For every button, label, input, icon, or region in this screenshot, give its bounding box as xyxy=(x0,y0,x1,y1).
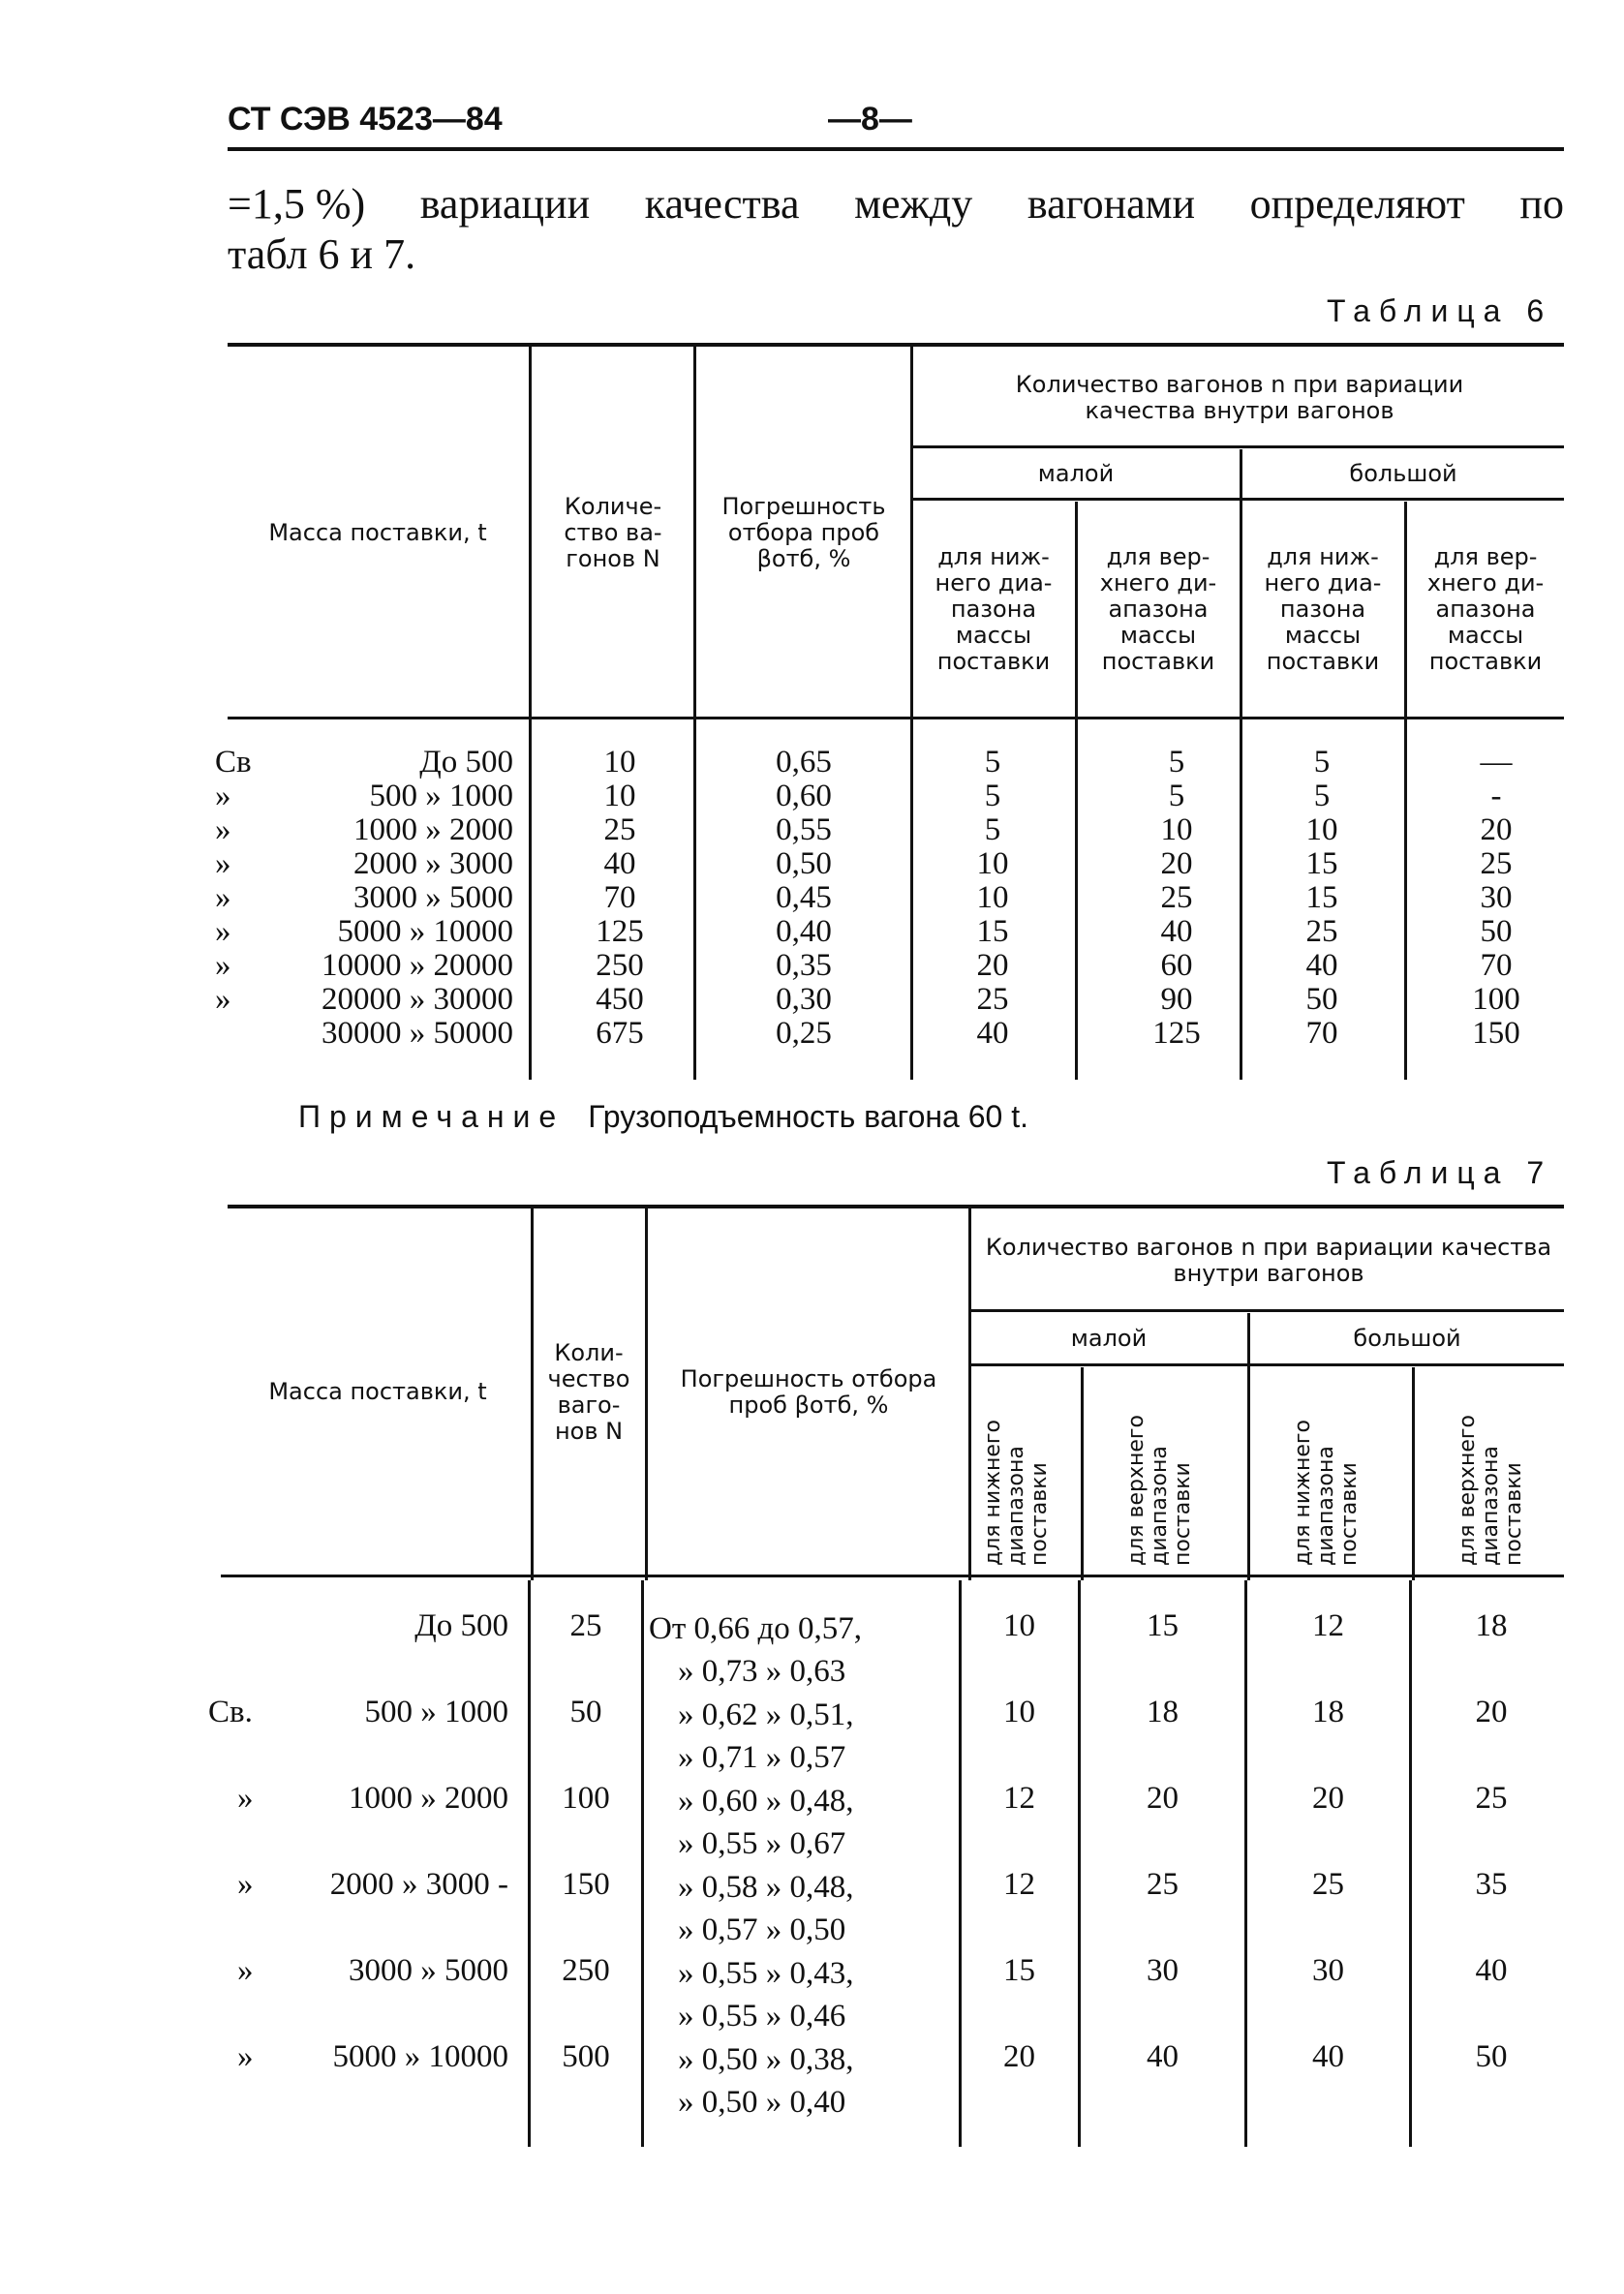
error-line: » 0,71 » 0,57 xyxy=(678,1740,846,1775)
mass-range: 500 » 1000 xyxy=(369,779,513,813)
mass-range: 1000 » 2000 xyxy=(349,1781,508,1816)
table6-subgroup-rule xyxy=(910,498,1564,501)
error-line: » 0,62 » 0,51, xyxy=(678,1698,854,1732)
mass-range: 3000 » 5000 xyxy=(349,1953,508,1988)
table-cell: 40 xyxy=(1160,914,1193,949)
table-cell: 125 xyxy=(596,914,644,949)
table6 xyxy=(0,0,1624,1114)
table6-mass-range-column xyxy=(261,746,513,1051)
table-cell: 0,40 xyxy=(776,914,832,949)
table-cell: 20 xyxy=(1003,2039,1035,2074)
error-line: » 0,73 » 0,63 xyxy=(678,1654,846,1689)
mass-prefix: Св. xyxy=(208,1695,253,1729)
table7-col-rule xyxy=(641,1580,644,2147)
table7-subgroup-rule xyxy=(968,1363,1564,1366)
table-cell: 18 xyxy=(1312,1695,1344,1729)
mass-prefix: » xyxy=(215,812,231,847)
mass-range: 20000 » 30000 xyxy=(322,982,513,1017)
mass-range: До 500 xyxy=(414,1608,508,1643)
table-cell: 10 xyxy=(976,846,1009,881)
table-cell: 10 xyxy=(1305,812,1338,847)
table-cell: 20 xyxy=(1480,812,1513,847)
table-cell: 125 xyxy=(1152,1016,1201,1051)
table-cell: 90 xyxy=(1160,982,1193,1017)
table-cell: 40 xyxy=(976,1016,1009,1051)
table7-header-high-lower: для нижнего диапазона поставки xyxy=(1291,1420,1362,1566)
table7-header-high: большой xyxy=(1353,1324,1461,1352)
table-cell: 40 xyxy=(1305,948,1338,983)
intro-word: =1,5 %) xyxy=(228,180,366,228)
mass-prefix: » xyxy=(215,846,231,881)
table6-group-rule xyxy=(910,445,1564,448)
table-cell: 0,25 xyxy=(776,1016,832,1051)
table-cell: 5 xyxy=(984,812,1001,847)
note-text: Грузоподъемность вагона 60 t. xyxy=(588,1099,1028,1134)
table6-header-high-upper: для вер- хнего ди- апазона массы поставки xyxy=(1426,542,1545,675)
table-cell: 30 xyxy=(1312,1953,1344,1988)
table7-error-cell xyxy=(649,2038,959,2125)
mass-prefix: » xyxy=(237,1781,254,1816)
table7-error-cell xyxy=(649,1952,959,2038)
table-cell: 30 xyxy=(1480,880,1513,915)
table6-col-rule xyxy=(910,721,913,1080)
table-cell: 0,55 xyxy=(776,812,832,847)
table6-header-high-lower: для ниж- него диа- пазона массы поставки xyxy=(1264,542,1382,675)
table-cell: 10 xyxy=(976,880,1009,915)
mass-range: 500 » 1000 xyxy=(364,1695,508,1729)
table-cell: 20 xyxy=(1147,1781,1179,1816)
mass-prefix: » xyxy=(237,2039,254,2074)
table-cell: 25 xyxy=(1147,1867,1179,1902)
table7-caption: Таблица 7 xyxy=(1327,1155,1553,1190)
table7-group-rule xyxy=(968,1309,1564,1312)
table-cell: 12 xyxy=(1003,1781,1035,1816)
table6-header-count: Количе- ство ва- гонов N xyxy=(564,492,662,572)
table6-caption: Таблица 6 xyxy=(1327,293,1553,328)
table6-col-rule xyxy=(1404,502,1407,721)
page-number: —8— xyxy=(828,101,912,138)
mass-range: 1000 » 2000 xyxy=(353,812,513,847)
table-cell: 40 xyxy=(1312,2039,1344,2074)
table-cell: 70 xyxy=(603,880,636,915)
table7-error-cell xyxy=(649,1694,959,1780)
table-cell: 10 xyxy=(1003,1608,1035,1643)
table6-header-rule xyxy=(228,717,1564,719)
table-cell: 25 xyxy=(1480,846,1513,881)
table-cell: 0,35 xyxy=(776,948,832,983)
table-cell: - xyxy=(1490,779,1502,813)
table6-col-rule xyxy=(529,347,532,721)
table6-error-column xyxy=(717,746,891,1051)
table-cell: 250 xyxy=(596,948,644,983)
table7-col-rule xyxy=(1247,1313,1250,1580)
table7-header-low-lower: для нижнего диапазона поставки xyxy=(981,1420,1052,1566)
table-cell: 0,65 xyxy=(776,745,832,780)
table6-col-rule xyxy=(693,347,696,721)
mass-range: 3000 » 5000 xyxy=(353,880,513,915)
table6-header-low-lower: для ниж- него диа- пазона массы поставки xyxy=(935,542,1053,675)
mass-prefix: Св xyxy=(215,745,252,780)
table-cell: 0,30 xyxy=(776,982,832,1017)
table-cell: 25 xyxy=(1160,880,1193,915)
intro-word: вариации xyxy=(419,180,591,228)
table6-col-rule xyxy=(1240,449,1242,721)
table-cell: 50 xyxy=(569,1695,602,1729)
intro-word: по xyxy=(1519,180,1564,228)
table7-high-lower-column xyxy=(1249,1607,1407,2125)
table6-header-high: большой xyxy=(1349,459,1457,487)
table7-header-group: Количество вагонов n при вариации качества внутри вагонов xyxy=(985,1234,1552,1287)
table7-header-count: Коли- чество ваго- нов N xyxy=(547,1338,630,1445)
table7-error-cell xyxy=(649,1780,959,1866)
table7-error-cell xyxy=(649,1607,959,1694)
table-cell: 10 xyxy=(603,779,636,813)
table-cell: 5 xyxy=(984,745,1001,780)
table-cell: 15 xyxy=(1003,1953,1035,1988)
table6-header-low: малой xyxy=(1037,459,1115,487)
table-cell: 12 xyxy=(1312,1608,1344,1643)
table7-header-rule xyxy=(221,1575,1564,1577)
mass-prefix: » xyxy=(215,982,231,1017)
table-cell: 5 xyxy=(1168,779,1185,813)
table-cell: 5 xyxy=(1313,779,1331,813)
mass-prefix: » xyxy=(215,779,231,813)
intro-word: качества xyxy=(644,180,800,228)
table-cell: 10 xyxy=(603,745,636,780)
table-cell: 25 xyxy=(976,982,1009,1017)
table7-header-low-upper: для верхнего диапазона поставки xyxy=(1124,1415,1195,1566)
mass-prefix: » xyxy=(215,880,231,915)
table6-count-column xyxy=(542,746,697,1051)
table-cell: 20 xyxy=(1312,1781,1344,1816)
error-line: От 0,66 до 0,57, xyxy=(649,1611,863,1646)
table-cell: 5 xyxy=(1168,745,1185,780)
error-line: » 0,55 » 0,46 xyxy=(678,1999,846,2034)
table-cell: 100 xyxy=(562,1781,610,1816)
table-cell: 0,50 xyxy=(776,846,832,881)
table6-col-rule xyxy=(1075,502,1078,721)
mass-prefix: » xyxy=(237,1953,254,1988)
table-cell: 18 xyxy=(1147,1695,1179,1729)
error-line: » 0,50 » 0,38, xyxy=(678,2042,854,2077)
mass-prefix: » xyxy=(215,948,231,983)
table7-low-upper-column xyxy=(1083,1607,1242,2125)
table-cell: 70 xyxy=(1480,948,1513,983)
mass-range: До 500 xyxy=(419,745,513,780)
table7-col-rule xyxy=(1081,1367,1084,1580)
table6-low-upper-column xyxy=(1114,746,1240,1051)
table6-note xyxy=(298,1099,1028,1135)
mass-range: 5000 » 10000 xyxy=(332,2039,508,2074)
mass-prefix: » xyxy=(215,914,231,949)
table7-col-rule xyxy=(1078,1580,1081,2147)
table-cell: 15 xyxy=(1305,880,1338,915)
table6-col-rule xyxy=(529,721,532,1080)
table6-low-lower-column xyxy=(930,746,1056,1051)
table-cell: — xyxy=(1480,745,1513,780)
table7-header-error: Погрешность отбора проб βотб, % xyxy=(680,1364,937,1419)
table6-col-rule xyxy=(1404,721,1407,1080)
table7-header-mass: Масса поставки, t xyxy=(268,1378,487,1405)
table-cell: 450 xyxy=(596,982,644,1017)
table-cell: 250 xyxy=(562,1953,610,1988)
table7-top-rule xyxy=(228,1205,1564,1208)
table7-col-rule xyxy=(1412,1367,1415,1580)
table-cell: 25 xyxy=(603,812,636,847)
table7-col-rule xyxy=(968,1208,971,1580)
table-cell: 15 xyxy=(976,914,1009,949)
table7-low-lower-column xyxy=(964,1607,1075,2125)
error-line: » 0,57 » 0,50 xyxy=(678,1912,846,1947)
table7-mass-range-column xyxy=(261,1607,508,2125)
error-line: » 0,60 » 0,48, xyxy=(678,1784,854,1819)
table7-header-high-upper: для верхнего диапазона поставки xyxy=(1455,1415,1526,1566)
table-cell: 50 xyxy=(1480,914,1513,949)
table7-count-column xyxy=(533,1607,639,2125)
table7-col-rule xyxy=(531,1208,534,1580)
table-cell: 40 xyxy=(1475,1953,1508,1988)
table-cell: 20 xyxy=(976,948,1009,983)
error-line: » 0,50 » 0,40 xyxy=(678,2085,846,2120)
table-cell: 25 xyxy=(569,1608,602,1643)
table7-error-column xyxy=(649,1607,959,2125)
table-cell: 25 xyxy=(1475,1781,1508,1816)
error-line: » 0,58 » 0,48, xyxy=(678,1870,854,1905)
note-label: Примечание xyxy=(298,1099,566,1134)
table-cell: 60 xyxy=(1160,948,1193,983)
table7-mass-prefix-column xyxy=(208,1607,276,2125)
table-cell: 100 xyxy=(1472,982,1520,1017)
intro-word: между xyxy=(854,180,973,228)
table-cell: 25 xyxy=(1312,1867,1344,1902)
table7-col-rule xyxy=(1409,1580,1412,2147)
table6-header-group: Количество вагонов n при вариации качества внутри вагонов xyxy=(1015,371,1464,424)
table-cell: 30 xyxy=(1147,1953,1179,1988)
table7-col-rule xyxy=(645,1208,648,1580)
table-cell: 15 xyxy=(1305,846,1338,881)
table-cell: 10 xyxy=(1003,1695,1035,1729)
table-cell: 18 xyxy=(1475,1608,1508,1643)
table-cell: 25 xyxy=(1305,914,1338,949)
table-cell: 0,45 xyxy=(776,880,832,915)
document-code: СТ СЭВ 4523—84 xyxy=(228,101,503,138)
mass-range: 2000 » 3000 xyxy=(353,846,513,881)
table-cell: 12 xyxy=(1003,1867,1035,1902)
table-cell: 150 xyxy=(1472,1016,1520,1051)
table6-header-error: Погрешность отбора проб βотб, % xyxy=(721,492,886,572)
intro-word: вагонами xyxy=(1026,180,1196,228)
table7-high-upper-column xyxy=(1414,1607,1569,2125)
table-cell: 50 xyxy=(1305,982,1338,1017)
mass-prefix xyxy=(208,1607,276,1694)
table7-col-rule xyxy=(1244,1580,1247,2147)
table-cell: 35 xyxy=(1475,1867,1508,1902)
table-cell: 5 xyxy=(1313,745,1331,780)
intro-line-2: табл 6 и 7. xyxy=(228,230,416,278)
error-line: » 0,55 » 0,43, xyxy=(678,1956,854,1991)
table6-col-rule xyxy=(1075,721,1078,1080)
table6-header-low-upper: для вер- хнего ди- апазона массы поставки xyxy=(1099,542,1217,675)
mass-range: 10000 » 20000 xyxy=(322,948,513,983)
error-line: » 0,55 » 0,67 xyxy=(678,1826,846,1861)
table7-body xyxy=(0,1607,1624,2130)
table7-error-cell xyxy=(649,1866,959,1952)
table-cell: 40 xyxy=(603,846,636,881)
mass-range: 2000 » 3000 - xyxy=(329,1867,508,1902)
table-cell: 20 xyxy=(1475,1695,1508,1729)
table6-high-lower-column xyxy=(1259,746,1385,1051)
table-cell: 70 xyxy=(1305,1016,1338,1051)
table-cell: 10 xyxy=(1160,812,1193,847)
table-cell: 20 xyxy=(1160,846,1193,881)
table6-header-mass: Масса поставки, t xyxy=(268,518,487,546)
table-cell: 500 xyxy=(562,2039,610,2074)
table-cell: 5 xyxy=(984,779,1001,813)
table-cell: 675 xyxy=(596,1016,644,1051)
table-cell: 15 xyxy=(1147,1608,1179,1643)
table-cell: 0,60 xyxy=(776,779,832,813)
mass-prefix: » xyxy=(237,1867,254,1902)
table6-col-rule xyxy=(1240,721,1242,1080)
table-cell: 50 xyxy=(1475,2039,1508,2074)
table7-header-low: малой xyxy=(1070,1324,1148,1352)
mass-range: 5000 » 10000 xyxy=(337,914,513,949)
table6-col-rule xyxy=(910,347,913,721)
table7-col-rule xyxy=(528,1580,531,2147)
table-cell: 40 xyxy=(1147,2039,1179,2074)
table7-col-rule xyxy=(959,1580,962,2147)
table6-high-upper-column xyxy=(1424,746,1569,1051)
table6-top-rule xyxy=(228,343,1564,347)
intro-word: определяют xyxy=(1249,180,1465,228)
table-cell: 150 xyxy=(562,1867,610,1902)
mass-range: 30000 » 50000 xyxy=(322,1016,513,1051)
